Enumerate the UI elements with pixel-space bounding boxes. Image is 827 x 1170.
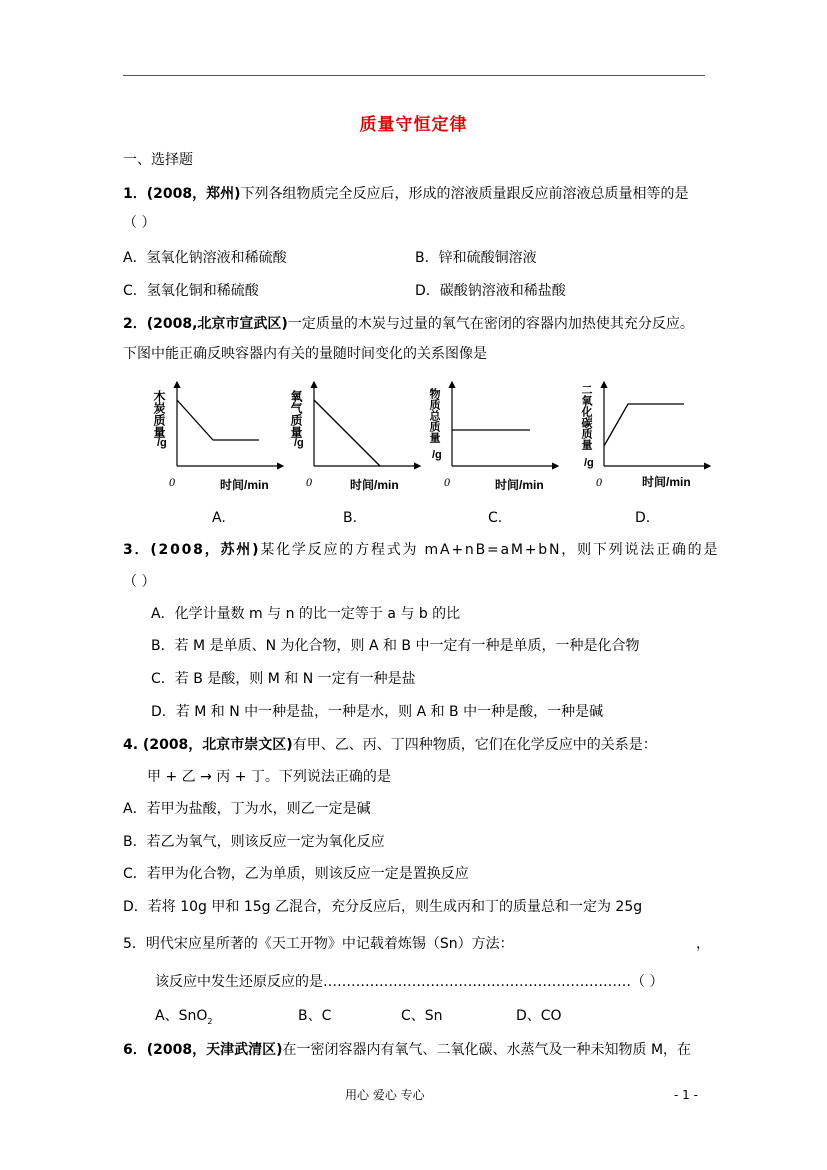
q2-source: 2．(2008,北京市宣武区) bbox=[123, 316, 288, 332]
q4-option-c: C．若甲为化合物，乙为单质，则该反应一定是置换反应 bbox=[123, 866, 469, 882]
chart-d-xlabel: 时间/min bbox=[642, 475, 691, 489]
chart-d-unit: /g bbox=[584, 457, 594, 469]
chart-c-xlabel: 时间/min bbox=[495, 478, 544, 492]
q5-option-b: B、C bbox=[298, 1008, 332, 1024]
page-number: - 1 - bbox=[674, 1088, 698, 1102]
chart-d bbox=[582, 376, 717, 496]
q5-option-c: C、Sn bbox=[401, 1008, 443, 1024]
q4-option-b: B．若乙为氧气，则该反应一定为氧化反应 bbox=[123, 834, 385, 850]
chart-d-origin: 0 bbox=[596, 475, 602, 489]
chart-a-curve bbox=[177, 400, 259, 440]
question-6 bbox=[123, 1040, 691, 1060]
chart-b bbox=[289, 376, 427, 496]
q6-text: 在一密闭容器内有氧气、二氧化碳、水蒸气及一种未知物质 M，在 bbox=[282, 1042, 692, 1058]
page-title: 质量守恒定律 bbox=[359, 115, 468, 135]
question-5: 5．明代宋应星所著的《天工开物》中记载着炼锡（Sn）方法： bbox=[123, 936, 514, 952]
chart-a-option: A. bbox=[212, 510, 226, 526]
chart-b-curve bbox=[314, 400, 380, 466]
chart-a-ylabel: 木炭质量 bbox=[152, 390, 166, 438]
q1-source: 1．(2008，郑州) bbox=[123, 186, 241, 202]
question-2 bbox=[123, 314, 694, 334]
q3-paren: （ ） bbox=[123, 574, 156, 590]
chart-d-ylabel: 二氧化碳质量 bbox=[580, 384, 592, 450]
q3-source: 3．(2008，苏州) bbox=[123, 542, 261, 558]
question-1 bbox=[123, 184, 689, 204]
chart-b-xlabel: 时间/min bbox=[350, 478, 399, 492]
q4-text: 有甲、乙、丙、丁四种物质，它们在化学反应中的关系是： bbox=[292, 737, 657, 753]
chart-c-option: C. bbox=[488, 510, 503, 526]
chart-b-option: B. bbox=[343, 510, 358, 526]
q1-option-c: C．氢氧化铜和稀硫酸 bbox=[123, 283, 259, 299]
q3-option-c: C．若 B 是酸，则 M 和 N 一定有一种是盐 bbox=[151, 671, 416, 687]
q5-option-a-text: A、SnO bbox=[155, 1008, 208, 1024]
q3-option-b: B．若 M 是单质、N 为化合物，则 A 和 B 中一定有一种是单质，一种是化合物 bbox=[151, 638, 640, 654]
q5-comma: ， bbox=[696, 936, 710, 952]
q1-option-a: A．氢氧化钠溶液和稀硫酸 bbox=[123, 250, 287, 266]
q1-option-b: B．锌和硫酸铜溶液 bbox=[415, 250, 537, 266]
header-rule bbox=[123, 75, 705, 76]
q5-option-a-sub: 2 bbox=[207, 1016, 213, 1026]
chart-a bbox=[152, 376, 290, 496]
q4-source: 4. (2008，北京市崇文区) bbox=[123, 737, 293, 753]
question-3 bbox=[123, 540, 719, 560]
chart-b-origin: 0 bbox=[306, 475, 312, 489]
chart-a-unit: /g bbox=[157, 437, 167, 449]
q6-source: 6．(2008，天津武清区) bbox=[123, 1042, 283, 1058]
q4-option-d: D．若将 10g 甲和 15g 乙混合，充分反应后，则生成丙和丁的质量总和一定为 25g bbox=[123, 899, 643, 915]
chart-c-ylabel: 物质总质量 bbox=[428, 388, 440, 443]
q3-option-a: A．化学计量数 m 与 n 的比一定等于 a 与 b 的比 bbox=[151, 606, 461, 622]
q5-option-d: D、CO bbox=[516, 1008, 562, 1024]
chart-a-xlabel: 时间/min bbox=[220, 478, 269, 492]
question-4 bbox=[123, 735, 657, 755]
q5-option-a bbox=[155, 1006, 212, 1032]
q1-option-d: D．碳酸钠溶液和稀盐酸 bbox=[415, 283, 566, 299]
chart-c-origin: 0 bbox=[444, 475, 450, 489]
q2-text-2: 下图中能正确反映容器内有关的量随时间变化的关系图像是 bbox=[123, 346, 487, 362]
q2-text: 一定质量的木炭与过量的氧气在密闭的容器内加热使其充分反应。 bbox=[287, 316, 694, 332]
q4-equation: 甲 + 乙 → 丙 + 丁。下列说法正确的是 bbox=[147, 769, 391, 785]
q1-paren: （ ） bbox=[123, 215, 156, 231]
chart-b-unit: /g bbox=[294, 437, 304, 449]
section-heading: 一、选择题 bbox=[123, 152, 193, 168]
chart-d-option: D. bbox=[635, 510, 651, 526]
q4-option-a: A．若甲为盐酸，丁为水，则乙一定是碱 bbox=[123, 801, 371, 817]
q1-text: 下列各组物质完全反应后，形成的溶液质量跟反应前溶液总质量相等的是 bbox=[240, 186, 689, 202]
chart-a-origin: 0 bbox=[169, 475, 175, 489]
footer-motto: 用心 爱心 专心 bbox=[345, 1088, 425, 1102]
chart-c-unit: /g bbox=[432, 449, 442, 461]
chart-c bbox=[430, 376, 565, 496]
chart-b-ylabel: 氧气质量 bbox=[289, 390, 303, 438]
chart-d-curve bbox=[604, 404, 684, 446]
q5-text-2: 该反应中发生还原反应的是…………………………………………………………（ ） bbox=[155, 974, 664, 990]
q3-option-d: D．若 M 和 N 中一种是盐，一种是水，则 A 和 B 中一种是酸，一种是碱 bbox=[151, 704, 604, 720]
q3-text: 某化学反应的方程式为 mA+nB=aM+bN，则下列说法正确的是 bbox=[260, 542, 720, 558]
